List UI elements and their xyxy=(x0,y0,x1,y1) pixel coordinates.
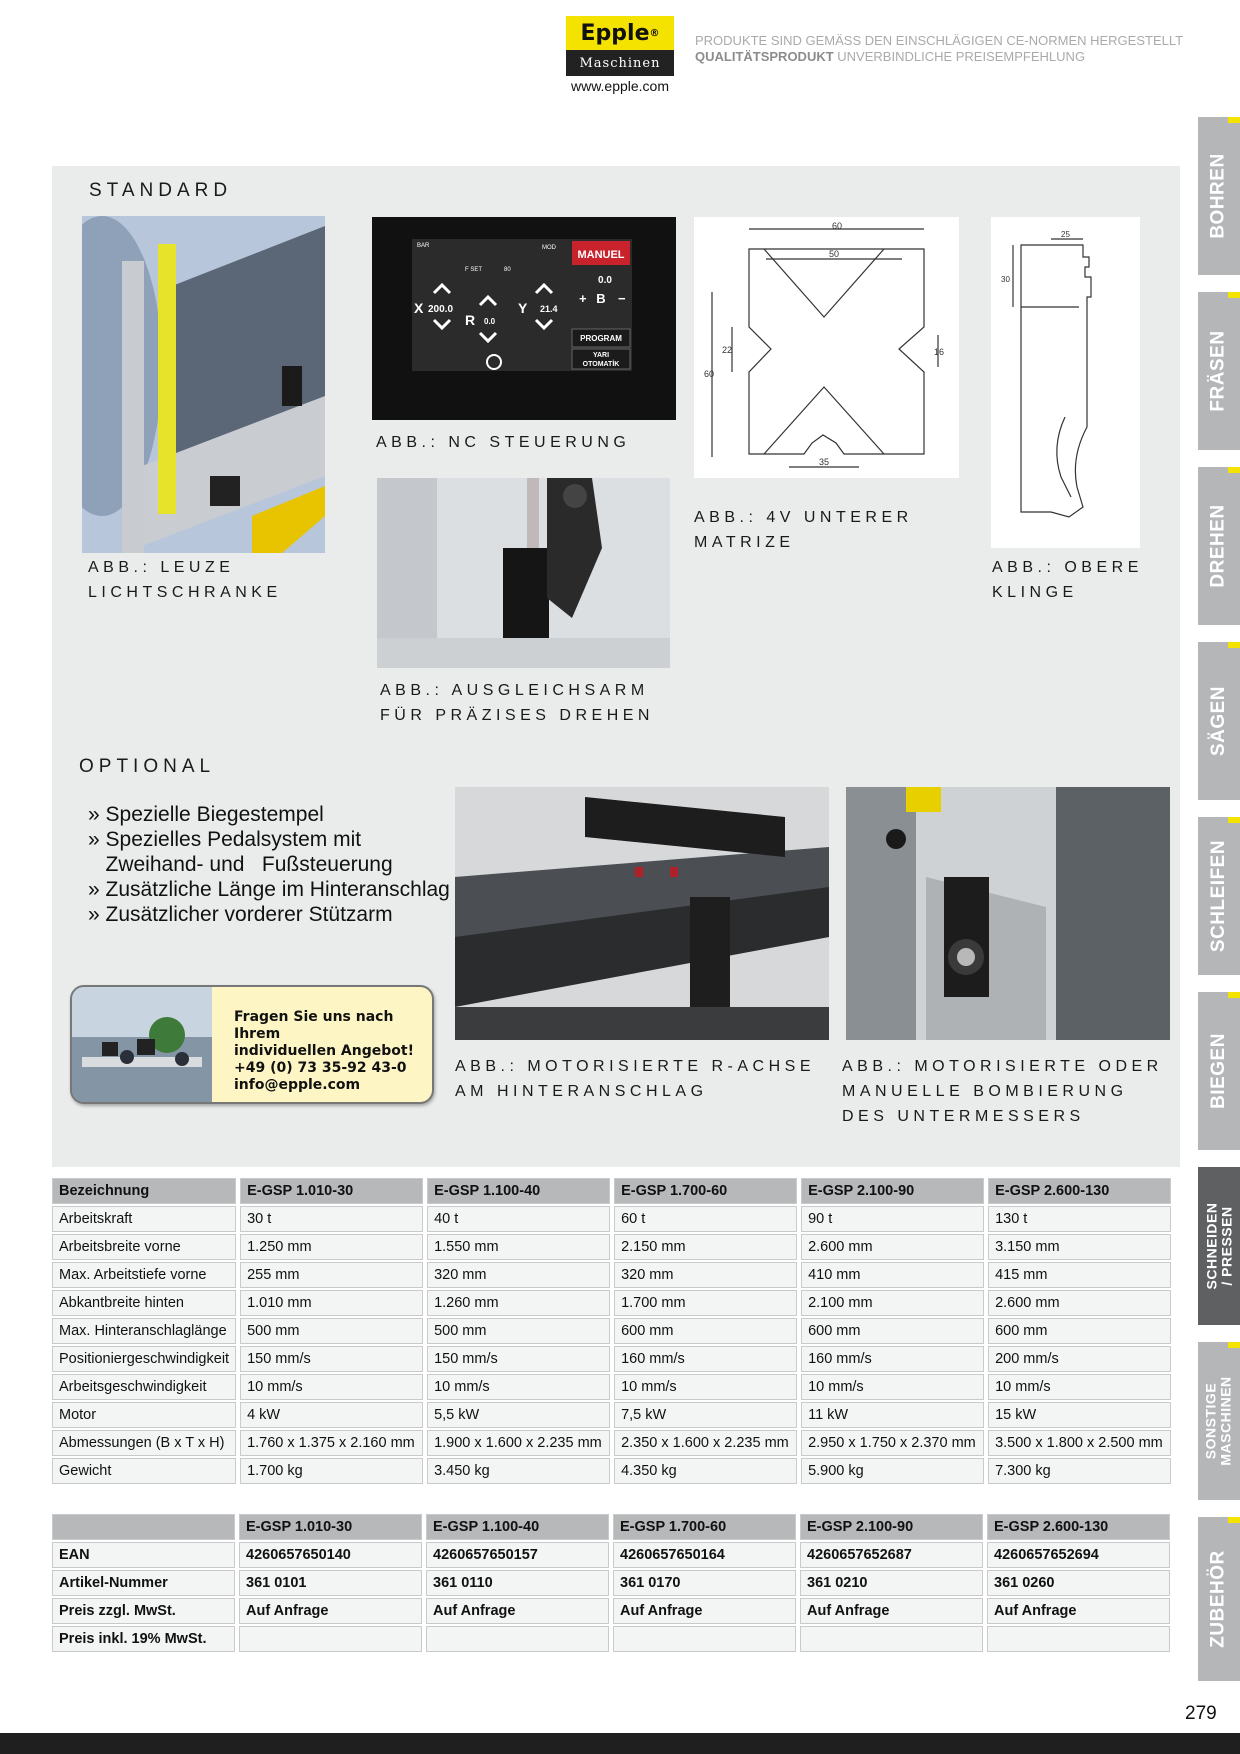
svg-text:16: 16 xyxy=(934,347,945,357)
svg-text:60: 60 xyxy=(831,221,843,231)
table-cell: 3.150 mm xyxy=(988,1234,1171,1260)
table-cell: 361 0101 xyxy=(239,1570,422,1596)
table-cell xyxy=(800,1626,983,1652)
table-row xyxy=(52,1374,1171,1400)
table-cell: Preis zzgl. MwSt. xyxy=(52,1598,235,1624)
table-cell: Gewicht xyxy=(52,1458,236,1484)
table-cell: Abmessungen (B x T x H) xyxy=(52,1430,236,1456)
office-photo xyxy=(72,987,212,1102)
svg-text:MANUEL: MANUEL xyxy=(577,249,625,261)
caption-r-achse: ABB.: MOTORISIERTE R-ACHSE AM HINTERANSCHLAG xyxy=(455,1058,816,1100)
table-cell: 1.700 mm xyxy=(614,1290,797,1316)
table-cell: 4260657650140 xyxy=(239,1542,422,1568)
table-cell: 600 mm xyxy=(801,1318,984,1344)
table-cell: 15 kW xyxy=(988,1402,1171,1428)
table-cell: E-GSP 1.100-40 xyxy=(427,1178,610,1204)
table-cell: 4260657652694 xyxy=(987,1542,1170,1568)
table-cell: Max. Arbeitstiefe vorne xyxy=(52,1262,236,1288)
optional-title: OPTIONAL xyxy=(79,756,216,777)
contact-email: info@epple.com xyxy=(234,1077,361,1093)
side-tab-zubehoer[interactable]: ZUBEHÖR xyxy=(1198,1517,1240,1681)
table-cell: 4260657652687 xyxy=(800,1542,983,1568)
table-cell: E-GSP 1.010-30 xyxy=(239,1514,422,1540)
table-cell: 10 mm/s xyxy=(988,1374,1171,1400)
spec-table xyxy=(48,1176,1175,1486)
table-cell: Preis inkl. 19% MwSt. xyxy=(52,1626,235,1652)
svg-text:F SET: F SET xyxy=(465,267,483,273)
caption-nc: ABB.: NC STEUERUNG xyxy=(376,434,631,451)
table-cell: 5.900 kg xyxy=(801,1458,984,1484)
ausgleichsarm-photo xyxy=(377,478,670,668)
svg-text:21.4: 21.4 xyxy=(540,304,558,314)
table-cell: 1.010 mm xyxy=(240,1290,423,1316)
svg-text:0.0: 0.0 xyxy=(598,275,612,286)
svg-text:MOD: MOD xyxy=(542,245,556,251)
svg-text:BAR: BAR xyxy=(417,243,430,249)
table-cell xyxy=(613,1626,796,1652)
table-cell: 60 t xyxy=(614,1206,797,1232)
table-cell: 415 mm xyxy=(988,1262,1171,1288)
caption-arm: ABB.: AUSGLEICHSARM FÜR PRÄZISES DREHEN xyxy=(380,682,654,724)
table-row xyxy=(52,1346,1171,1372)
side-tab-sonstige-maschinen[interactable]: SONSTIGE MASCHINEN xyxy=(1198,1342,1240,1500)
price-table xyxy=(48,1512,1174,1654)
table-row xyxy=(52,1430,1171,1456)
svg-text:22: 22 xyxy=(722,345,733,355)
table-cell xyxy=(239,1626,422,1652)
table-cell: 600 mm xyxy=(614,1318,797,1344)
table-cell: Bezeichnung xyxy=(52,1178,236,1204)
table-cell: Arbeitskraft xyxy=(52,1206,236,1232)
list-item: » Spezielle Biegestempel xyxy=(88,803,324,826)
svg-text:0.0: 0.0 xyxy=(484,317,496,326)
side-tab-saegen[interactable]: SÄGEN xyxy=(1198,642,1240,800)
contact-box[interactable] xyxy=(70,985,434,1104)
table-cell: E-GSP 2.600-130 xyxy=(987,1514,1170,1540)
table-cell: 5,5 kW xyxy=(427,1402,610,1428)
table-cell: Positioniergeschwindigkeit xyxy=(52,1346,236,1372)
table-cell: E-GSP 1.010-30 xyxy=(240,1178,423,1204)
svg-text:Y: Y xyxy=(518,300,528,316)
side-tab-drehen[interactable]: DREHEN xyxy=(1198,467,1240,625)
table-cell: E-GSP 1.700-60 xyxy=(613,1514,796,1540)
table-cell: 10 mm/s xyxy=(427,1374,610,1400)
list-item: » Zusätzliche Länge im Hinteranschlag xyxy=(88,878,450,901)
table-cell: Artikel-Nummer xyxy=(52,1570,235,1596)
side-tab-biegen[interactable]: BIEGEN xyxy=(1198,992,1240,1150)
table-cell: 2.600 mm xyxy=(801,1234,984,1260)
table-cell: E-GSP 2.100-90 xyxy=(801,1178,984,1204)
list-item: Zweihand- und Fußsteuerung xyxy=(88,853,393,876)
side-tab-schleifen[interactable]: SCHLEIFEN xyxy=(1198,817,1240,975)
table-cell: 1.260 mm xyxy=(427,1290,610,1316)
table-cell: Auf Anfrage xyxy=(613,1598,796,1624)
table-cell xyxy=(426,1626,609,1652)
table-cell: 200 mm/s xyxy=(988,1346,1171,1372)
logo-url: www.epple.com xyxy=(570,78,670,94)
table-cell xyxy=(987,1626,1170,1652)
table-cell: 500 mm xyxy=(240,1318,423,1344)
table-header-row xyxy=(52,1514,1170,1540)
table-cell: 160 mm/s xyxy=(801,1346,984,1372)
svg-text:R: R xyxy=(465,312,476,328)
header-notice xyxy=(695,33,1183,65)
logo-brand: Epple xyxy=(580,20,650,46)
svg-text:50: 50 xyxy=(828,249,840,259)
table-row xyxy=(52,1262,1171,1288)
svg-text:80: 80 xyxy=(504,267,511,273)
optional-list xyxy=(88,802,450,927)
table-cell: 2.150 mm xyxy=(614,1234,797,1260)
table-cell: 11 kW xyxy=(801,1402,984,1428)
table-cell: 1.760 x 1.375 x 2.160 mm xyxy=(240,1430,423,1456)
svg-text:X: X xyxy=(414,300,424,316)
table-cell: 361 0260 xyxy=(987,1570,1170,1596)
table-cell: 4 kW xyxy=(240,1402,423,1428)
table-cell: 10 mm/s xyxy=(614,1374,797,1400)
table-cell: E-GSP 2.600-130 xyxy=(988,1178,1171,1204)
caption-bombierung: ABB.: MOTORISIERTE ODER MANUELLE BOMBIERUNG DES UNTERMESSERS xyxy=(842,1058,1163,1125)
table-row xyxy=(52,1598,1170,1624)
epple-logo: Epple ® Maschinen www.epple.com xyxy=(566,16,674,96)
svg-text:+: + xyxy=(579,291,587,306)
table-cell: Motor xyxy=(52,1402,236,1428)
notice-line1: PRODUKTE SIND GEMÄSS DEN EINSCHLÄGIGEN CE-NORMEN HERGESTELLT xyxy=(695,33,1184,48)
table-row xyxy=(52,1542,1170,1568)
table-row xyxy=(52,1318,1171,1344)
table-row xyxy=(52,1626,1170,1652)
table-row xyxy=(52,1570,1170,1596)
page-number: 279 xyxy=(1185,1703,1217,1724)
leuze-lichtschranke-photo xyxy=(82,216,325,553)
table-cell: Auf Anfrage xyxy=(239,1598,422,1624)
table-row xyxy=(52,1206,1171,1232)
table-cell: 361 0210 xyxy=(800,1570,983,1596)
footer-bar xyxy=(0,1733,1240,1754)
table-cell: 160 mm/s xyxy=(614,1346,797,1372)
table-cell: Abkantbreite hinten xyxy=(52,1290,236,1316)
table-row xyxy=(52,1458,1171,1484)
table-cell: 1.250 mm xyxy=(240,1234,423,1260)
contact-line1: Fragen Sie uns nach Ihrem xyxy=(234,1009,394,1042)
nc-steuerung-screen xyxy=(372,217,676,420)
table-cell: 500 mm xyxy=(427,1318,610,1344)
table-cell: 410 mm xyxy=(801,1262,984,1288)
svg-text:−: − xyxy=(618,291,626,306)
table-row xyxy=(52,1290,1171,1316)
svg-text:200.0: 200.0 xyxy=(428,304,454,315)
caption-leuze: ABB.: LEUZE LICHTSCHRANKE xyxy=(88,559,282,601)
side-tab-bohren[interactable]: BOHREN xyxy=(1198,117,1240,275)
table-cell: 4260657650157 xyxy=(426,1542,609,1568)
table-cell: 10 mm/s xyxy=(801,1374,984,1400)
logo-sub: Maschinen xyxy=(566,50,674,76)
table-cell: Auf Anfrage xyxy=(800,1598,983,1624)
bombierung-photo xyxy=(846,787,1170,1040)
r-achse-photo xyxy=(455,787,829,1040)
table-cell: 1.700 kg xyxy=(240,1458,423,1484)
contact-phone: +49 (0) 73 35-92 43-0 xyxy=(234,1060,407,1076)
table-cell: 2.600 mm xyxy=(988,1290,1171,1316)
table-cell: 361 0110 xyxy=(426,1570,609,1596)
table-cell: 1.900 x 1.600 x 2.235 mm xyxy=(427,1430,610,1456)
table-cell: EAN xyxy=(52,1542,235,1568)
table-cell: 130 t xyxy=(988,1206,1171,1232)
table-cell: Arbeitsbreite vorne xyxy=(52,1234,236,1260)
table-cell: 7,5 kW xyxy=(614,1402,797,1428)
side-tab-schneiden-pressen[interactable]: SCHNEIDEN / PRESSEN xyxy=(1198,1167,1240,1325)
standard-title: STANDARD xyxy=(89,180,233,201)
table-cell: E-GSP 1.100-40 xyxy=(426,1514,609,1540)
svg-text:B: B xyxy=(596,291,606,306)
table-cell: 3.450 kg xyxy=(427,1458,610,1484)
list-item: » Zusätzlicher vorderer Stützarm xyxy=(88,903,393,926)
table-cell: 150 mm/s xyxy=(240,1346,423,1372)
table-cell: 2.950 x 1.750 x 2.370 mm xyxy=(801,1430,984,1456)
svg-text:OTOMATİK: OTOMATİK xyxy=(582,361,620,368)
svg-text:PROGRAM: PROGRAM xyxy=(580,334,622,343)
svg-text:60: 60 xyxy=(704,369,715,379)
table-cell: 2.100 mm xyxy=(801,1290,984,1316)
table-cell: 40 t xyxy=(427,1206,610,1232)
klinge-drawing xyxy=(991,217,1140,548)
table-cell: 4260657650164 xyxy=(613,1542,796,1568)
table-cell: Arbeitsgeschwindigkeit xyxy=(52,1374,236,1400)
table-cell: 600 mm xyxy=(988,1318,1171,1344)
table-cell: 361 0170 xyxy=(613,1570,796,1596)
table-cell: Auf Anfrage xyxy=(426,1598,609,1624)
svg-text:35: 35 xyxy=(818,457,830,467)
table-cell: 320 mm xyxy=(427,1262,610,1288)
table-cell: 3.500 x 1.800 x 2.500 mm xyxy=(988,1430,1171,1456)
table-cell: 320 mm xyxy=(614,1262,797,1288)
matrize-drawing xyxy=(694,217,959,478)
svg-text:YARI: YARI xyxy=(592,352,610,359)
table-cell: 150 mm/s xyxy=(427,1346,610,1372)
table-cell: Auf Anfrage xyxy=(987,1598,1170,1624)
table-cell: E-GSP 2.100-90 xyxy=(800,1514,983,1540)
table-cell: 90 t xyxy=(801,1206,984,1232)
side-tab-fraesen[interactable]: FRÄSEN xyxy=(1198,292,1240,450)
table-cell: 30 t xyxy=(240,1206,423,1232)
notice-rest: UNVERBINDLICHE PREISEMPFEHLUNG xyxy=(833,49,1086,64)
svg-text:25: 25 xyxy=(1061,230,1070,239)
table-cell: E-GSP 1.700-60 xyxy=(614,1178,797,1204)
caption-klinge: ABB.: OBERE KLINGE xyxy=(992,559,1143,601)
table-cell: 7.300 kg xyxy=(988,1458,1171,1484)
table-cell: 4.350 kg xyxy=(614,1458,797,1484)
table-cell: 2.350 x 1.600 x 2.235 mm xyxy=(614,1430,797,1456)
table-cell: Max. Hinteranschlaglänge xyxy=(52,1318,236,1344)
table-row xyxy=(52,1402,1171,1428)
table-header-row xyxy=(52,1178,1171,1204)
table-cell: 255 mm xyxy=(240,1262,423,1288)
svg-text:30: 30 xyxy=(1001,275,1010,284)
table-cell: 1.550 mm xyxy=(427,1234,610,1260)
contact-line2: individuellen Angebot! xyxy=(234,1043,414,1059)
notice-bold: QUALITÄTSPRODUKT xyxy=(695,49,834,64)
list-item: » Spezielles Pedalsystem mit xyxy=(88,828,362,851)
table-cell: 10 mm/s xyxy=(240,1374,423,1400)
caption-matrize: ABB.: 4V UNTERER MATRIZE xyxy=(694,509,913,551)
table-cell xyxy=(52,1514,235,1540)
table-row xyxy=(52,1234,1171,1260)
